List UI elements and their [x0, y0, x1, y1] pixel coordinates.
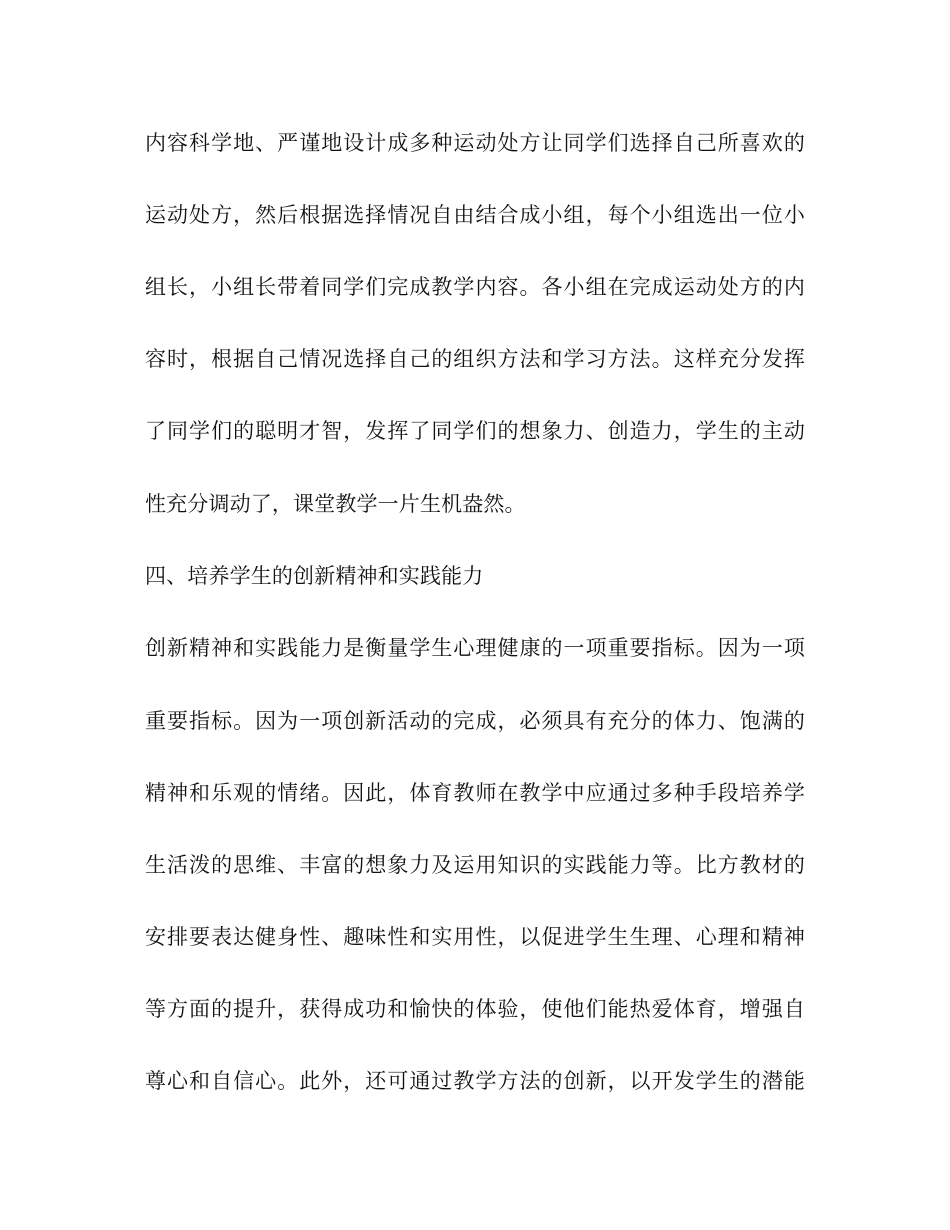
paragraph-line: 内容科学地、严谨地设计成多种运动处方让同学们选择自己所喜欢的: [145, 131, 805, 155]
paragraph-line: 容时，根据自己情况选择自己的组织方法和学习方法。这样充分发挥: [145, 347, 805, 371]
paragraph-line: 尊心和自信心。此外，还可通过教学方法的创新，以开发学生的潜能: [145, 1069, 805, 1093]
paragraph-line: 等方面的提升，获得成功和愉快的体验，使他们能热爱体育，增强自: [145, 997, 805, 1021]
paragraph-line: 运动处方，然后根据选择情况自由结合成小组，每个小组选出一位小: [145, 203, 805, 227]
paragraph-line: 生活泼的思维、丰富的想象力及运用知识的实践能力等。比方教材的: [145, 853, 805, 877]
paragraph-line: 组长，小组长带着同学们完成教学内容。各小组在完成运动处方的内: [145, 275, 805, 299]
paragraph-line: 了同学们的聪明才智，发挥了同学们的想象力、创造力，学生的主动: [145, 419, 805, 443]
paragraph-line: 性充分调动了，课堂教学一片生机盎然。: [145, 492, 526, 516]
paragraph-line: 精神和乐观的情绪。因此，体育教师在教学中应通过多种手段培养学: [145, 781, 805, 805]
paragraph-line: 重要指标。因为一项创新活动的完成，必须具有充分的体力、饱满的: [145, 709, 805, 733]
paragraph-line: 安排要表达健身性、趣味性和实用性，以促进学生生理、心理和精神: [145, 925, 805, 949]
paragraph-line: 创新精神和实践能力是衡量学生心理健康的一项重要指标。因为一项: [145, 636, 805, 660]
section-heading: 四、培养学生的创新精神和实践能力: [145, 564, 484, 588]
